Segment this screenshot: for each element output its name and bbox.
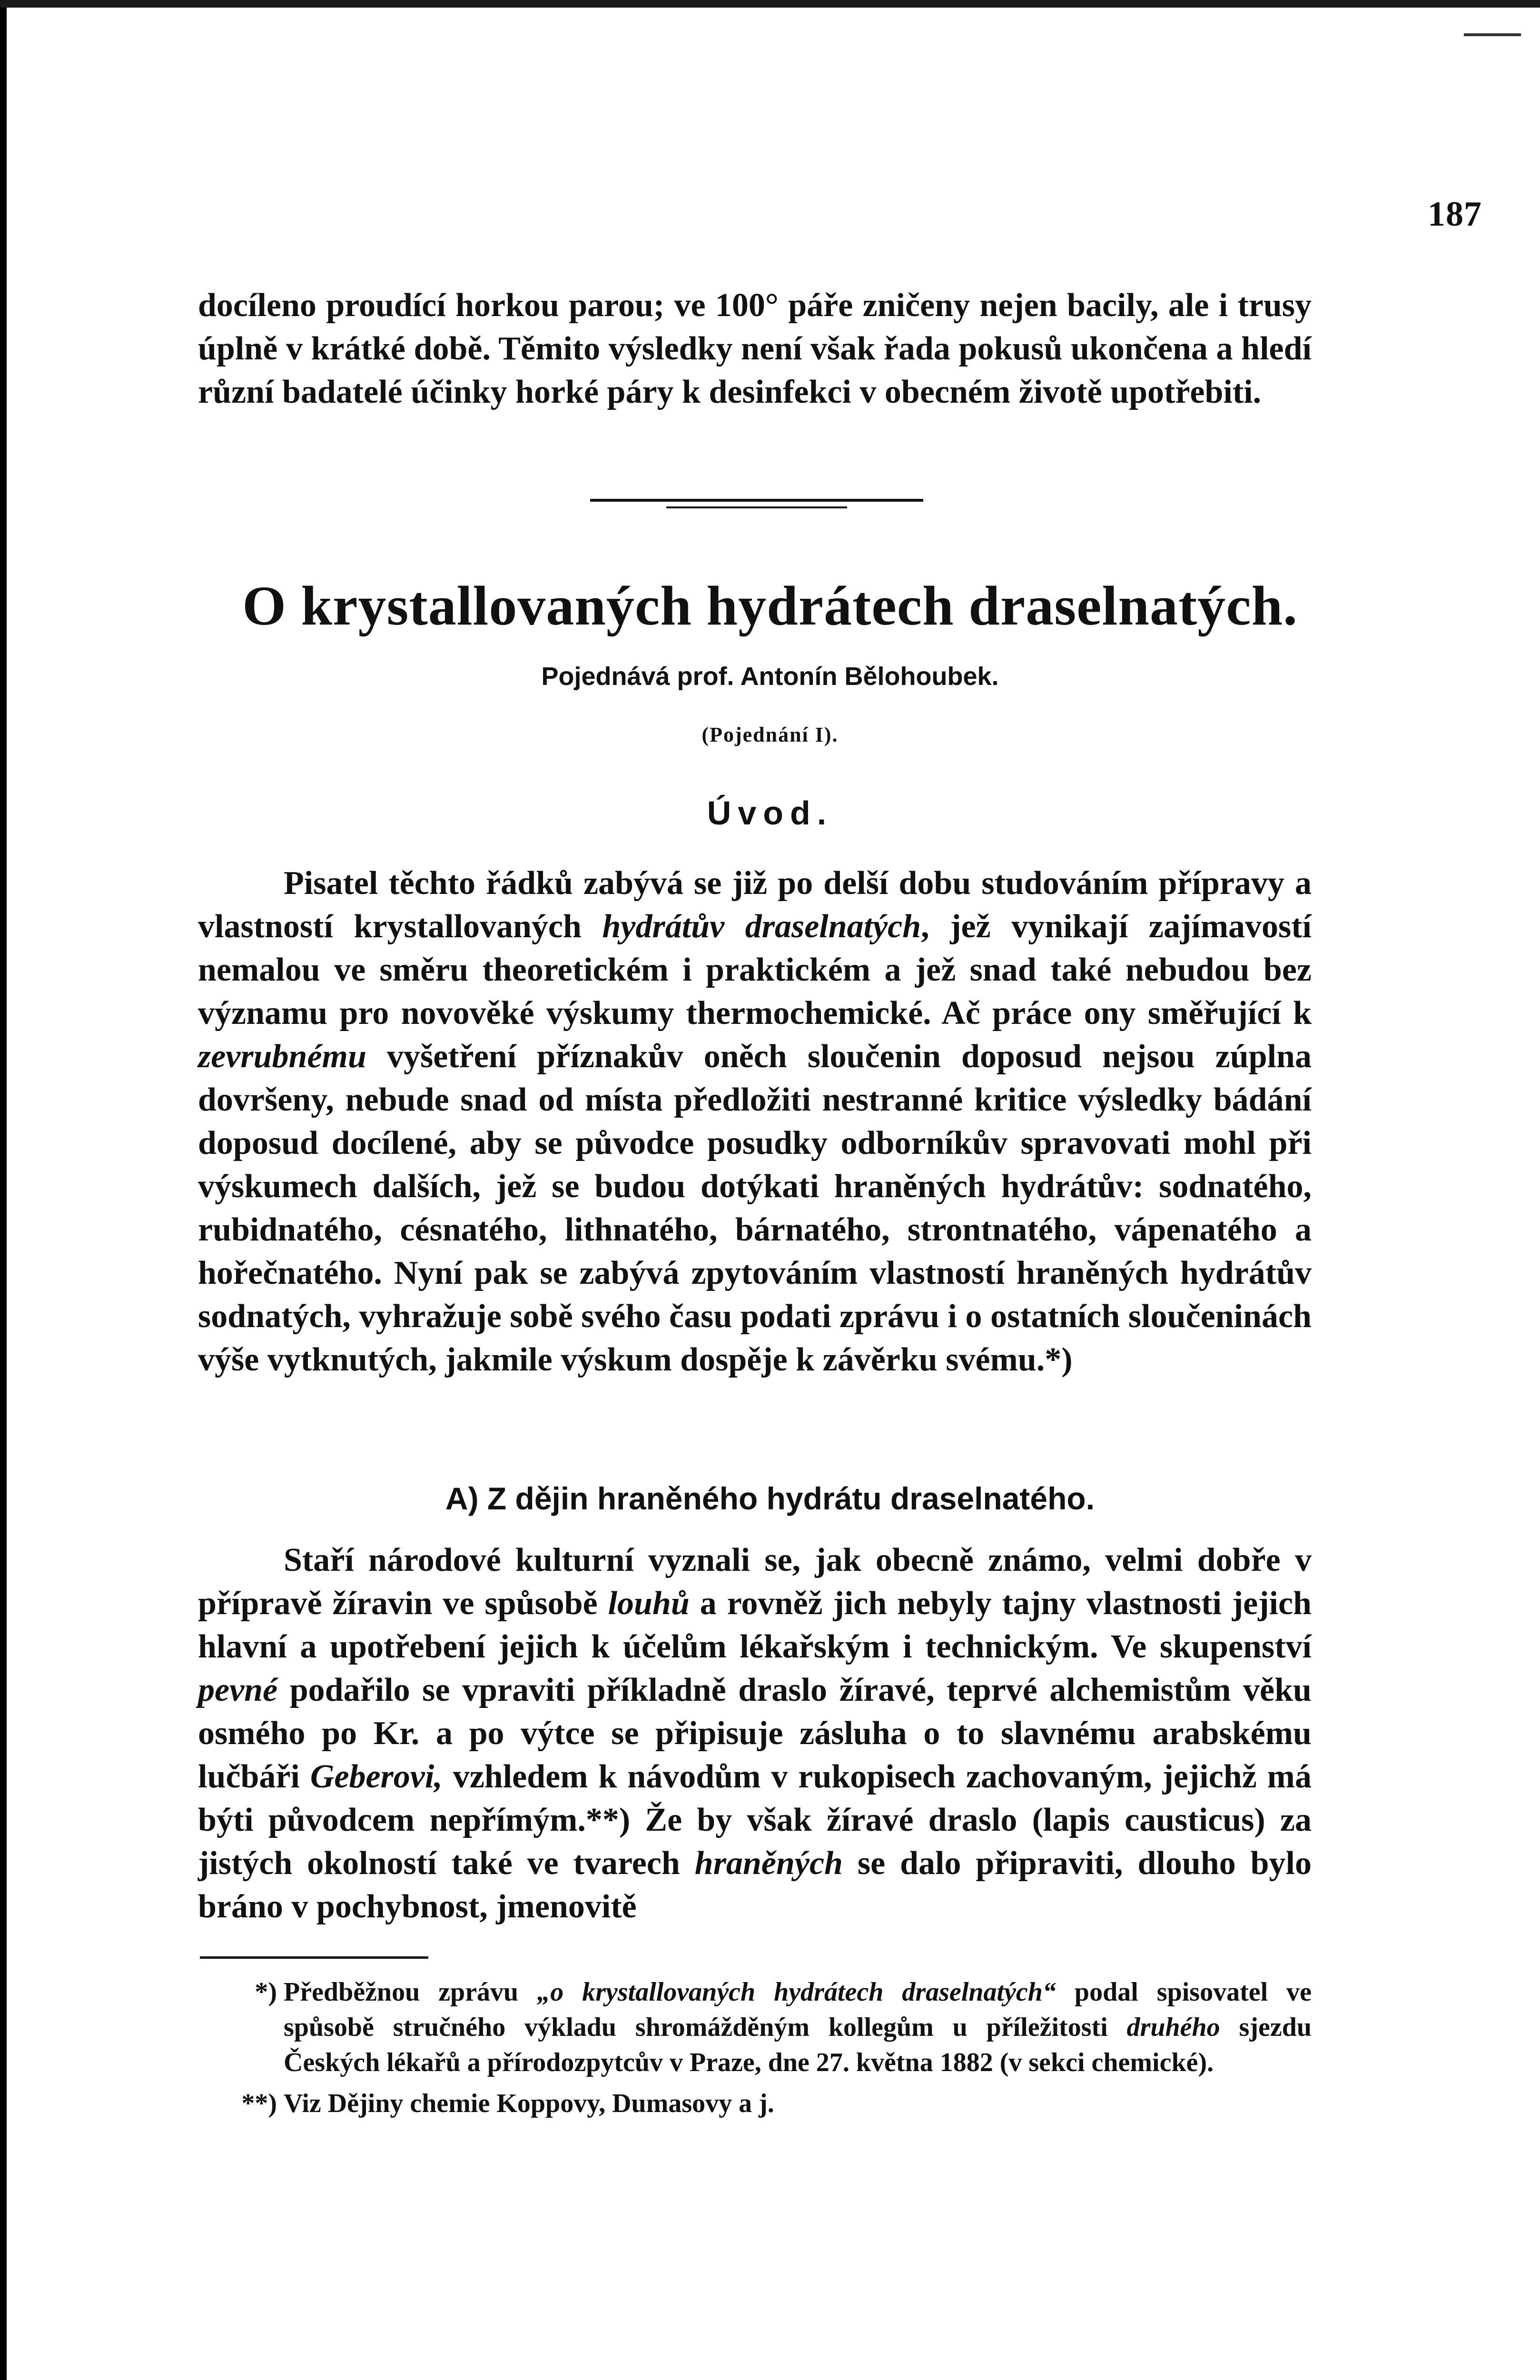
- footnote-1-mark: *): [255, 1977, 277, 2007]
- section-a-text-em4: hraněných: [694, 1845, 843, 1882]
- article-part-label: (Pojednání I).: [701, 723, 839, 746]
- article-title: O krystallovaných hydrátech draselnatých.: [242, 575, 1298, 637]
- section-a-text-em3: Geberovi,: [310, 1758, 443, 1795]
- uvod-paragraph-text: [198, 862, 1312, 1381]
- footnote-1-text-em2: druhého: [1126, 2013, 1220, 2042]
- divider-line-bottom: [666, 506, 847, 508]
- section-a-text-c: podařilo se vpraviti příkladně draslo žíravé, teprvé alchemistům věku osmého po Kr. a po výtce se připisuje zásluha o to slavnému arabskému lučbáři: [198, 1672, 1312, 1795]
- section-a-text-e: se dalo připraviti, dlouho bylo bráno v pochybnost, jmenovitě: [198, 1845, 1312, 1925]
- uvod-heading: Úvod.: [707, 794, 833, 832]
- footnote-1-text-a: Předběžnou zprávu: [284, 1977, 537, 2007]
- section-a-text-em1: louhů: [608, 1585, 690, 1622]
- uvod-text-c: vyšetření příznakův oněch sloučenin doposud nejsou zúplna dovršeny, nebude snad od místa předložiti nestranné kritice výsledky bádání doposud docílené, aby se původce posudky odborníkův spravovati mohl při výskumech dalších, jež se budou dotýkati hraněných hydrátův: sodnatého, rubidnatého, césnatého, lithnatého, bárnatého, strontnatého, vápenatého a hořečnatého. Nyní pak se zabývá zpytováním vlastností hraněných hydrátův sodnatých, vyhražuje sobě svého času podati zprávu i o ostatních sloučeninách výše vytknutých, jakmile výskum dospěje k závěrku svému.*): [198, 1038, 1312, 1378]
- scan-edge-mark: [1464, 33, 1521, 36]
- uvod-text-em2: zevrubnému: [198, 1038, 366, 1075]
- footnote-1-text-em1: „o krystallovaných hydrátech draselnatých“: [537, 1977, 1056, 2007]
- uvod-text-b: , jež vynikají zajímavostí nemalou ve směru theoretickém i praktickém a jež snad také nebudou bez významu pro novověké výskumy thermochemické. Ač práce ony směřující k: [198, 908, 1312, 1031]
- uvod-text-em1: hydrátův draselnatých: [602, 908, 921, 945]
- footnote-2-text: Viz Dějiny chemie Koppovy, Dumasovy a j.: [284, 2089, 774, 2118]
- footnote-1-text-c: sjezdu Českých lékařů a přírodozpytcův v Praze, dne 27. května 1882 (v sekci chemické).: [284, 2013, 1312, 2077]
- footnote-2: [198, 2086, 1312, 2121]
- section-a-heading: A) Z dějin hraněného hydrátu draselnatého.: [445, 1481, 1095, 1516]
- section-divider: [590, 499, 923, 508]
- section-a-text-d: vzhledem k návodům v rukopisech zachovaným, jejichž má býti původcem nepřímým.**) Že by však žíravé draslo (lapis causticus) za jistých okolností také ve tvarech: [198, 1758, 1312, 1882]
- uvod-text-a: Pisatel těchto řádků zabývá se již po delší dobu studováním přípravy a vlastností krystallovaných: [198, 865, 1312, 945]
- footnote-rule: [200, 1956, 428, 1959]
- footnote-1: [198, 1974, 1312, 2080]
- footnotes: [198, 1974, 1312, 2121]
- intro-paragraph-text: docíleno proudící horkou parou; ve 100° páře zničeny nejen bacily, ale i trusy úplně v krátké době. Těmito výsledky není však řada pokusů ukončena a hledí různí badatelé účinky horké páry k desinfekci v obecném životě upotřebiti.: [198, 287, 1312, 410]
- section-a-paragraph: [198, 1538, 1312, 1928]
- uvod-paragraph: [198, 862, 1312, 1381]
- scan-edge-left: [0, 0, 7, 2380]
- intro-paragraph: [198, 284, 1312, 414]
- section-a-text-em2: pevné: [198, 1672, 278, 1708]
- divider-line-top: [590, 499, 923, 502]
- footnote-2-mark: **): [241, 2089, 277, 2118]
- scan-edge-top: [0, 0, 1540, 8]
- footnote-1-text-b: podal spisovatel ve spůsobě stručného výkladu shromážděným kollegům u příležitosti: [284, 1977, 1312, 2042]
- page-number: 187: [1428, 195, 1482, 234]
- article-byline: Pojednává prof. Antonín Bělohoubek.: [541, 662, 999, 691]
- section-a-paragraph-text: [198, 1538, 1312, 1928]
- section-a-text-a: Staří národové kulturní vyznali se, jak obecně známo, velmi dobře v přípravě žíravin ve spůsobě: [198, 1542, 1312, 1622]
- section-a-text-b: a rovněž jich nebyly tajny vlastnosti jejich hlavní a upotřebení jejich k účelům lékařským i technickým. Ve skupenství: [198, 1585, 1312, 1665]
